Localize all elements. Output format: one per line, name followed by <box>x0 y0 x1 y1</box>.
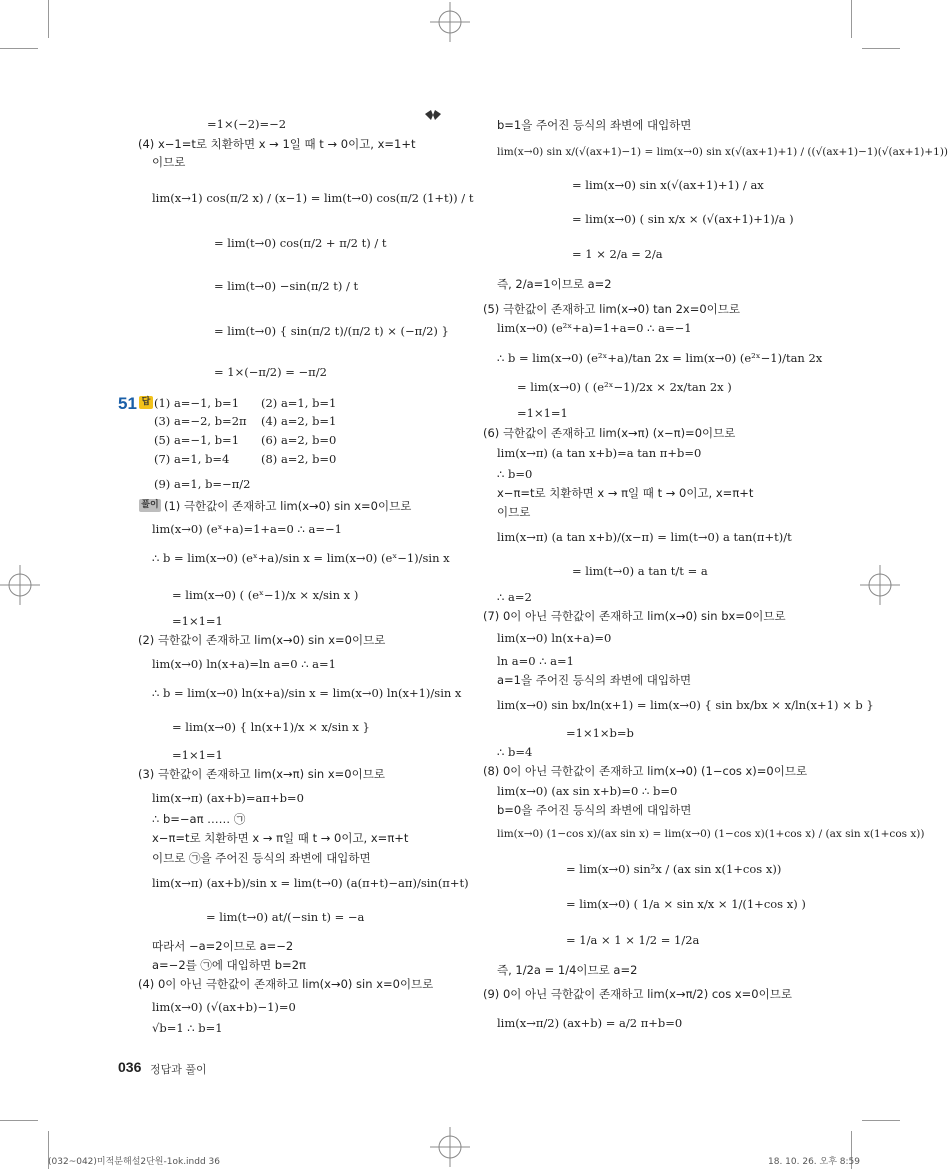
right-line-35: lim(x→π/2) (ax+b) = a/2 π+b=0 <box>497 1016 683 1030</box>
answer-7: (7) a=1, b=4 <box>154 452 230 466</box>
left-line-33: = lim(t→0) at/(−sin t) = −a <box>206 910 365 924</box>
registration-mark-left <box>0 565 40 605</box>
left-line-19: ∴ b = lim(x→0) (eˣ+a)/sin x = lim(x→0) (eˣ−1)/sin x <box>152 551 450 565</box>
left-line-3: lim(x→1) cos(π/2 x) / (x−1) = lim(t→0) cos(π/2 (1+t)) / t <box>152 191 474 205</box>
problem-number: 51 <box>118 394 137 413</box>
left-line-31: 이므로 ㉠을 주어진 등식의 좌변에 대입하면 <box>152 851 371 865</box>
left-line-20: = lim(x→0) ( (eˣ−1)/x × x/sin x ) <box>172 588 359 602</box>
right-line-9: = lim(x→0) ( (e²ˣ−1)/2x × 2x/tan 2x ) <box>517 380 732 394</box>
left-line-36: (4) 0이 아닌 극한값이 존재하고 lim(x→0) sin x=0이므로 <box>138 977 434 991</box>
crop-mark <box>862 1120 900 1121</box>
left-line-28: lim(x→π) (ax+b)=aπ+b=0 <box>152 791 304 805</box>
left-line-22: (2) 극한값이 존재하고 lim(x→0) sin x=0이므로 <box>138 633 386 647</box>
left-line-30: x−π=t로 치환하면 x → π일 때 t → 0이고, x=π+t <box>152 831 409 845</box>
crop-mark <box>0 1120 38 1121</box>
left-line-7: = 1×(−π/2) = −π/2 <box>214 365 327 379</box>
right-line-8: ∴ b = lim(x→0) (e²ˣ+a)/tan 2x = lim(x→0) (e²ˣ−1)/tan 2x <box>497 351 823 365</box>
answer-3: (3) a=−2, b=2π <box>154 414 247 428</box>
footer-file: (032~042)미적분해설2단원-1ok.indd 36 <box>48 1157 221 1167</box>
right-line-7: lim(x→0) (e²ˣ+a)=1+a=0 ∴ a=−1 <box>497 321 692 335</box>
right-line-15: 이므로 <box>497 505 531 519</box>
left-line-27: (3) 극한값이 존재하고 lim(x→π) sin x=0이므로 <box>138 767 385 781</box>
crop-mark <box>851 0 852 38</box>
left-line-24: ∴ b = lim(x→0) ln(x+a)/sin x = lim(x→0) ln(x+1)/sin x <box>152 686 462 700</box>
left-line-35: a=−2를 ㉠에 대입하면 b=2π <box>152 958 306 972</box>
right-line-3: = lim(x→0) ( sin x/x × (√(ax+1)+1)/a ) <box>572 212 794 226</box>
left-line-25: = lim(x→0) { ln(x+1)/x × x/sin x } <box>172 720 370 734</box>
page-number: 036 <box>118 1059 142 1075</box>
left-line-6: = lim(t→0) { sin(π/2 t)/(π/2 t) × (−π/2) } <box>214 324 449 338</box>
answer-2: (2) a=1, b=1 <box>261 396 337 410</box>
right-line-18: ∴ a=2 <box>497 590 532 604</box>
right-line-28: b=0을 주어진 등식의 좌변에 대입하면 <box>497 803 692 817</box>
right-line-6: (5) 극한값이 존재하고 lim(x→0) tan 2x=0이므로 <box>483 302 741 316</box>
registration-mark-bottom <box>430 1127 470 1167</box>
right-line-10: =1×1=1 <box>517 406 568 420</box>
registration-mark-right <box>860 565 900 605</box>
left-line-17: (1) 극한값이 존재하고 lim(x→0) sin x=0이므로 <box>164 499 412 513</box>
left-line-18: lim(x→0) (eˣ+a)=1+a=0 ∴ a=−1 <box>152 522 342 536</box>
right-line-5: 즉, 2/a=1이므로 a=2 <box>497 277 612 291</box>
left-line-5: = lim(t→0) −sin(π/2 t) / t <box>214 279 359 293</box>
left-line-4: = lim(t→0) cos(π/2 + π/2 t) / t <box>214 236 387 250</box>
answer-1: (1) a=−1, b=1 <box>154 396 240 410</box>
right-line-20: lim(x→0) ln(x+a)=0 <box>497 631 612 645</box>
answer-badge: 답 <box>139 396 153 409</box>
left-line-21: =1×1=1 <box>172 614 223 628</box>
left-line-26: =1×1=1 <box>172 748 223 762</box>
crop-mark <box>862 48 900 49</box>
left-line-0: =1×(−2)=−2 <box>207 117 287 131</box>
left-line-32: lim(x→π) (ax+b)/sin x = lim(t→0) (a(π+t)−aπ)/sin(π+t) <box>152 876 469 890</box>
right-line-24: =1×1×b=b <box>566 726 634 740</box>
answer-6: (6) a=2, b=0 <box>261 433 337 447</box>
right-line-2: = lim(x→0) sin x(√(ax+1)+1) / ax <box>572 178 764 192</box>
right-line-4: = 1 × 2/a = 2/a <box>572 247 663 261</box>
footer-date: 18. 10. 26. 오후 8:59 <box>768 1157 860 1167</box>
right-line-14: x−π=t로 치환하면 x → π일 때 t → 0이고, x=π+t <box>497 486 754 500</box>
column-ornament-icon <box>424 108 442 122</box>
answer-8: (8) a=2, b=0 <box>261 452 337 466</box>
right-line-29: lim(x→0) (1−cos x)/(ax sin x) = lim(x→0) (1−cos x)(1+cos x) / (ax sin x(1+cos x)) <box>497 828 925 840</box>
left-line-37: lim(x→0) (√(ax+b)−1)=0 <box>152 1000 296 1014</box>
right-line-16: lim(x→π) (a tan x+b)/(x−π) = lim(t→0) a tan(π+t)/t <box>497 530 792 544</box>
right-line-21: ln a=0 ∴ a=1 <box>497 654 574 668</box>
right-line-34: (9) 0이 아닌 극한값이 존재하고 lim(x→π/2) cos x=0이므로 <box>483 987 792 1001</box>
right-line-19: (7) 0이 아닌 극한값이 존재하고 lim(x→0) sin bx=0이므로 <box>483 609 786 623</box>
right-line-31: = lim(x→0) ( 1/a × sin x/x × 1/(1+cos x) ) <box>566 897 806 911</box>
left-line-38: √b=1 ∴ b=1 <box>152 1021 223 1035</box>
crop-mark <box>0 48 38 49</box>
right-line-30: = lim(x→0) sin²x / (ax sin x(1+cos x)) <box>566 862 782 876</box>
left-line-23: lim(x→0) ln(x+a)=ln a=0 ∴ a=1 <box>152 657 336 671</box>
right-line-22: a=1을 주어진 등식의 좌변에 대입하면 <box>497 673 692 687</box>
solution-badge: 풀이 <box>139 499 161 512</box>
right-line-1: lim(x→0) sin x/(√(ax+1)−1) = lim(x→0) sin x(√(ax+1)+1) / ((√(ax+1)−1)(√(ax+1)+1)) <box>497 146 948 158</box>
page-label: 정답과 풀이 <box>150 1063 207 1076</box>
right-line-26: (8) 0이 아닌 극한값이 존재하고 lim(x→0) (1−cos x)=0이므로 <box>483 764 808 778</box>
right-line-17: = lim(t→0) a tan t/t = a <box>572 564 708 578</box>
right-line-33: 즉, 1/2a = 1/4이므로 a=2 <box>497 963 638 977</box>
right-line-13: ∴ b=0 <box>497 467 533 481</box>
answer-9: (9) a=1, b=−π/2 <box>154 477 251 491</box>
right-line-27: lim(x→0) (ax sin x+b)=0 ∴ b=0 <box>497 784 678 798</box>
answer-5: (5) a=−1, b=1 <box>154 433 240 447</box>
answer-4: (4) a=2, b=1 <box>261 414 337 428</box>
right-line-25: ∴ b=4 <box>497 745 533 759</box>
left-line-1: (4) x−1=t로 치환하면 x → 1일 때 t → 0이고, x=1+t <box>138 137 416 151</box>
registration-mark-top <box>430 2 470 42</box>
left-line-34: 따라서 −a=2이므로 a=−2 <box>152 939 294 953</box>
crop-mark <box>48 0 49 38</box>
right-line-0: b=1을 주어진 등식의 좌변에 대입하면 <box>497 118 692 132</box>
left-line-29: ∴ b=−aπ …… ㉠ <box>152 812 246 826</box>
right-line-12: lim(x→π) (a tan x+b)=a tan π+b=0 <box>497 446 702 460</box>
right-line-32: = 1/a × 1 × 1/2 = 1/2a <box>566 933 700 947</box>
right-line-11: (6) 극한값이 존재하고 lim(x→π) (x−π)=0이므로 <box>483 426 736 440</box>
right-line-23: lim(x→0) sin bx/ln(x+1) = lim(x→0) { sin bx/bx × x/ln(x+1) × b } <box>497 698 874 712</box>
left-line-2: 이므로 <box>152 155 186 169</box>
